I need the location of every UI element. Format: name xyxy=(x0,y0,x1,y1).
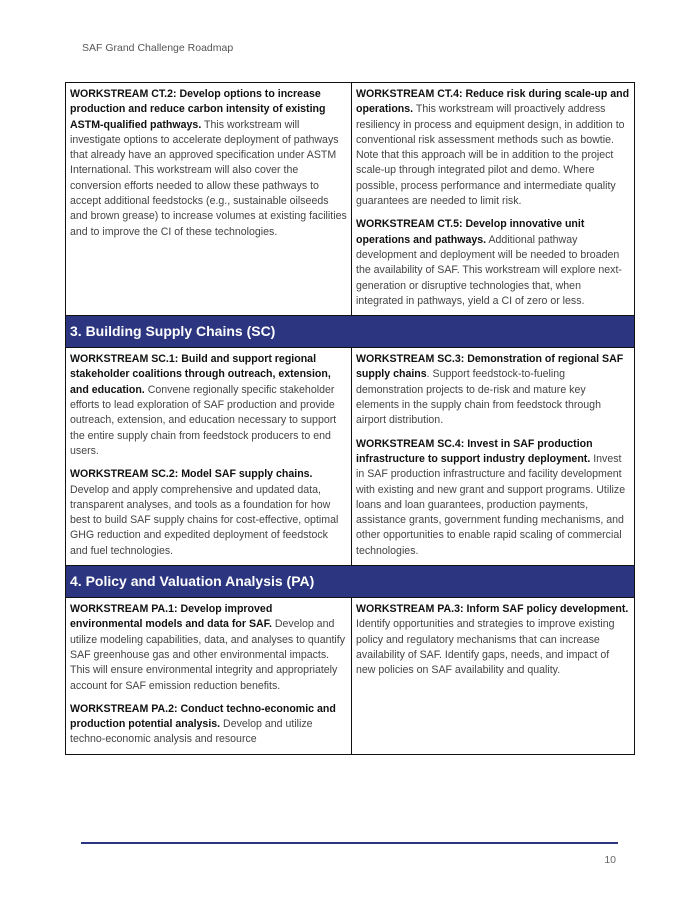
workstream-body: Identify opportunities and strategies to improve existing policy and regulatory mechanisms that can increase availability of SAF. Identify gaps, needs, and impact of new policies on SAF availability and quality. xyxy=(356,618,615,677)
workstream-body: Convene regionally specific stakeholder efforts to lead exploration of SAF production and provide outreach, extension, and education necessary to support the entire supply chain from feedstock producers to end users. xyxy=(70,383,337,457)
workstream-title: WORKSTREAM SC.4: Invest in SAF production infrastructure to support industry deployment. xyxy=(356,437,593,465)
workstream-pa3 xyxy=(356,602,630,678)
workstream-title: WORKSTREAM CT.5: Develop innovative unit operations and pathways. xyxy=(356,218,585,246)
workstream-body: Invest in SAF production infrastructure and facility development with existing and new grant and support programs. Utilize loans and loan guarantees, production payments, assistance grants, government funding mechanisms, and other opportunities to enable rapid scaling of commercial technologies. xyxy=(356,452,626,557)
table-row-ct xyxy=(66,83,635,316)
section-band-pa xyxy=(66,566,635,598)
workstream-title: WORKSTREAM CT.4: Reduce risk during scale-up and operations. xyxy=(356,88,630,116)
workstream-title: WORKSTREAM CT.2: Develop options to increase production and reduce carbon intensity of existing ASTM-qualified pathways. xyxy=(70,88,326,131)
workstream-body: This workstream will investigate options to accelerate deployment of pathways that already have an approved specification under ASTM International. This workstream will also cover the conversion efforts needed to allow these pathways to accept additional feedstocks (e.g., sustainable oilseeds and brown grease) to increase volumes at existing facilities and to improve the CI of these technologies. xyxy=(70,118,347,238)
section-heading-pa: 4. Policy and Valuation Analysis (PA) xyxy=(66,566,635,598)
workstream-body: Develop and apply comprehensive and updated data, transparent analyses, and tools as a foundation for how best to build SAF supply chains for cost-effective, optimal GHG reduction and expedited deployment of feedstock and fuel technologies. xyxy=(70,483,339,557)
running-header-title: SAF Grand Challenge Roadmap xyxy=(82,42,234,54)
section-band-sc xyxy=(66,316,635,348)
workstream-ct5 xyxy=(356,217,630,309)
cell-pa-right xyxy=(352,598,635,755)
cell-pa-left xyxy=(66,598,352,755)
workstream-body: Develop and utilize modeling capabilities, data, and analyses to quantify SAF greenhouse gas and other environmental impacts. This will ensure environmental integrity and appropriately account for SAF emission reduction benefits. xyxy=(70,618,346,692)
workstream-title: WORKSTREAM SC.3: Demonstration of regional SAF supply chains xyxy=(356,353,624,381)
workstream-ct4 xyxy=(356,87,630,209)
workstream-title: WORKSTREAM SC.1: Build and support regional stakeholder coalitions through outreach, extension, and education. xyxy=(70,353,331,396)
workstream-title: WORKSTREAM PA.2: Conduct techno-economic and production potential analysis. xyxy=(70,702,336,731)
workstream-sc1 xyxy=(70,352,347,459)
page-number: 10 xyxy=(604,854,616,866)
workstream-table xyxy=(65,82,635,755)
workstream-body: This workstream will proactively address resiliency in process and equipment design, in addition to conventional risk assessment methods such as bowtie. Note that this approach will be in addition to the project scale-up through integrated pilot and demo. Where possible, process performance and intermediate quality guarantees are needed to limit risk. xyxy=(356,103,625,208)
cell-sc-right xyxy=(352,348,635,566)
workstream-pa2 xyxy=(70,702,347,748)
workstream-title: WORKSTREAM PA.1: Develop improved environmental models and data for SAF. xyxy=(70,603,273,631)
table-row-sc xyxy=(66,348,635,566)
workstream-body: . Support feedstock-to-fueling demonstration projects to de-risk and mature key elements in the supply chain from feedstock through airport distribution. xyxy=(356,368,601,427)
table-row-pa xyxy=(66,598,635,755)
workstream-pa1 xyxy=(70,602,347,694)
workstream-sc4 xyxy=(356,437,630,559)
workstream-title: WORKSTREAM SC.2: Model SAF supply chains. xyxy=(70,468,313,481)
workstream-sc2 xyxy=(70,467,347,559)
workstream-body: Develop and utilize techno-economic analysis and resource xyxy=(70,718,313,746)
section-heading-sc: 3. Building Supply Chains (SC) xyxy=(66,316,635,348)
workstream-ct2 xyxy=(70,87,347,240)
footer-rule xyxy=(81,842,618,844)
cell-ct-left xyxy=(66,83,352,316)
workstream-title: WORKSTREAM PA.3: Inform SAF policy development. xyxy=(356,603,629,616)
cell-sc-left xyxy=(66,348,352,566)
workstream-body: Additional pathway development and deployment will be needed to broaden the availability of SAF. This workstream will explore next-generation or disruptive technologies that, when integrated in pathways, yield a CI of zero or less. xyxy=(356,233,622,307)
cell-ct-right xyxy=(352,83,635,316)
workstream-sc3 xyxy=(356,352,630,428)
